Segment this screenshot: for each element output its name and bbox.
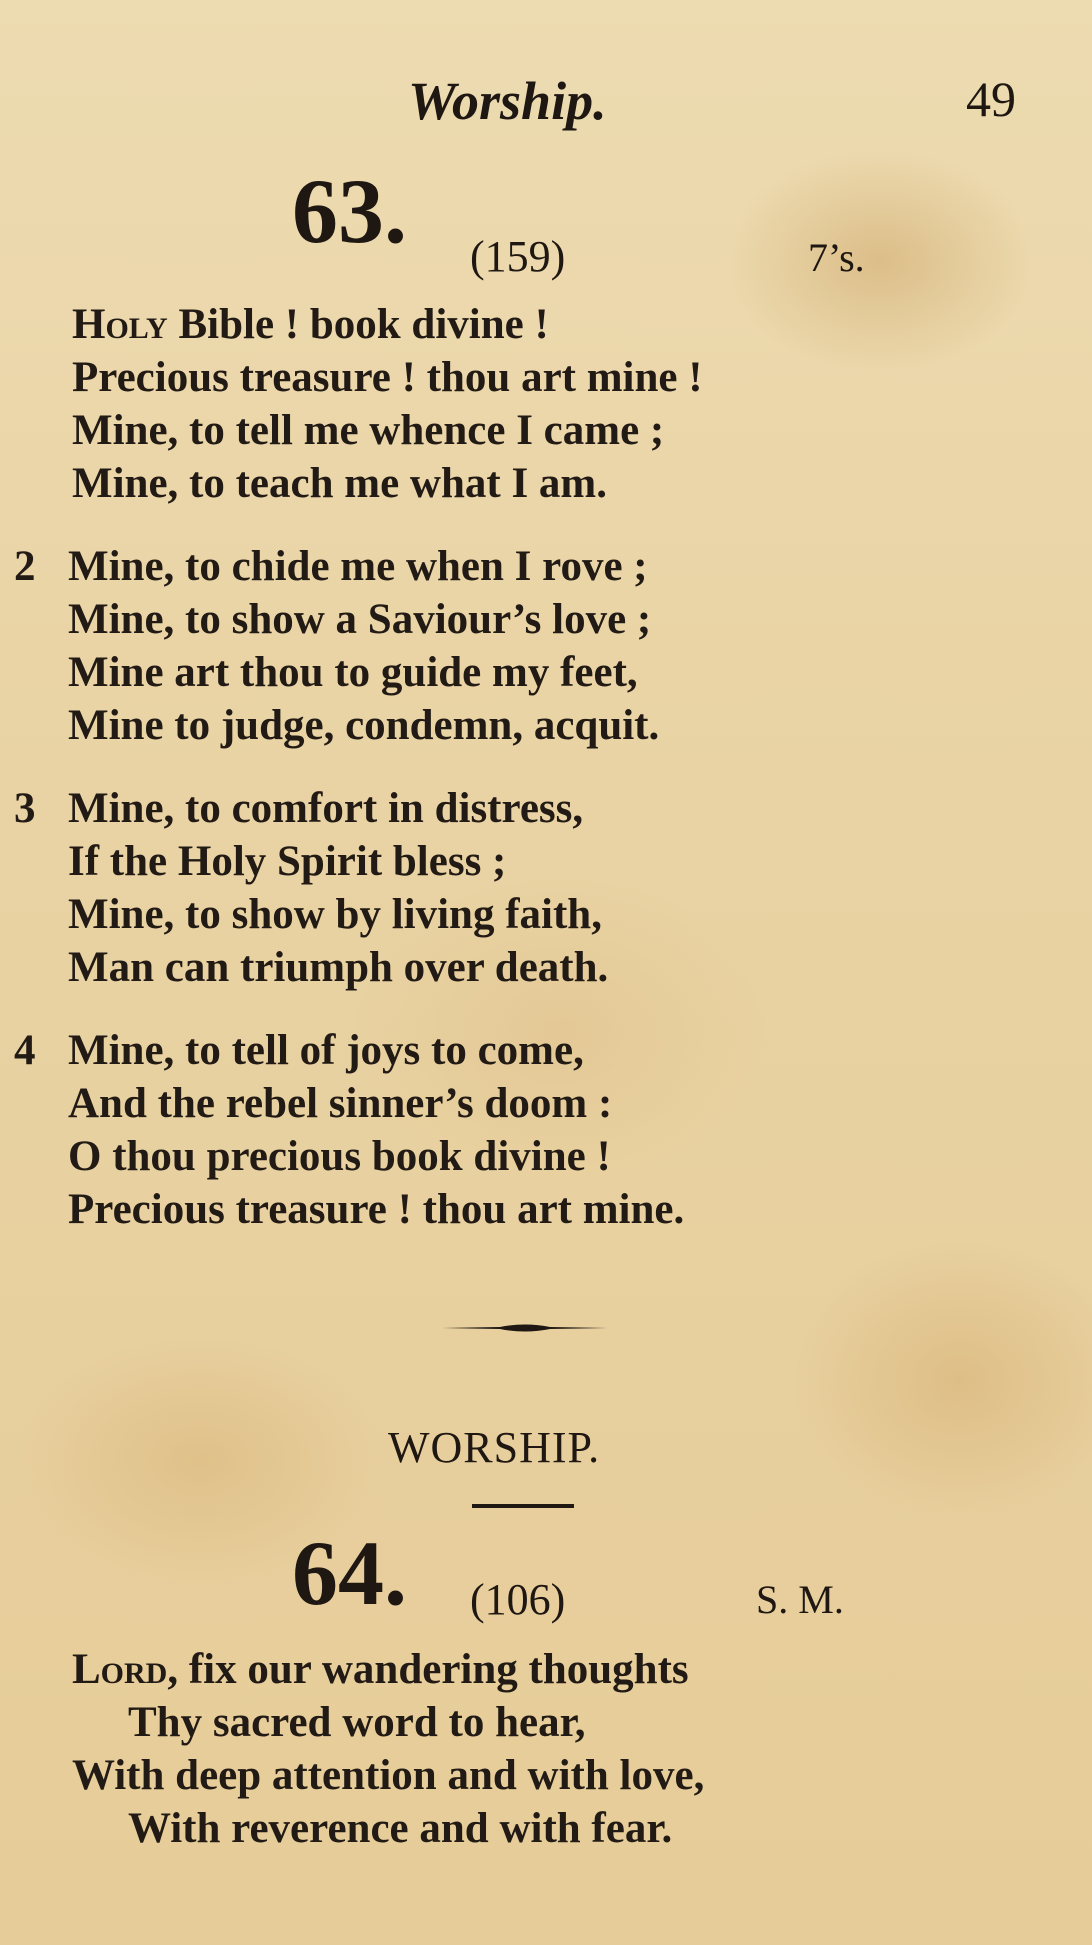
hymn-64-line-4: With reverence and with fear. xyxy=(128,1805,673,1852)
stanza-3-line-2: If the Holy Spirit bless ; xyxy=(68,838,507,885)
stanza-4-line-2: And the rebel sinner’s doom : xyxy=(68,1080,613,1127)
stanza-3-line-3: Mine, to show by living faith, xyxy=(68,891,602,938)
stanza-3-line-4: Man can triumph over death. xyxy=(68,944,609,991)
hymn-64-line-2: Thy sacred word to hear, xyxy=(128,1699,586,1746)
hymn-number-dot: . xyxy=(384,160,407,262)
hymn-64-line-3: With deep attention and with love, xyxy=(72,1752,705,1799)
hymn-64-number xyxy=(292,1520,407,1626)
hymn-64-line-1 xyxy=(72,1645,689,1694)
hymn-63-meter: 7’s. xyxy=(808,235,865,280)
stanza-2-line-3: Mine art thou to guide my feet, xyxy=(68,649,638,696)
stanza-number: 2 xyxy=(14,543,36,590)
stanza-3-line-1: Mine, to comfort in distress, xyxy=(68,785,584,832)
ornamental-divider xyxy=(440,1320,610,1336)
stanza-2-line-2: Mine, to show a Saviour’s love ; xyxy=(68,596,652,643)
first-line-rest: , fix our wandering thoughts xyxy=(167,1646,689,1693)
first-word: Lord xyxy=(72,1646,168,1693)
hymn-number-digits: 63 xyxy=(292,160,384,262)
page-number: 49 xyxy=(966,71,1016,127)
section-title: WORSHIP. xyxy=(388,1423,601,1472)
hymn-63-number xyxy=(292,158,407,264)
hymn-64-alt-number: (106) xyxy=(470,1575,566,1624)
stanza-number: 4 xyxy=(14,1027,36,1074)
stanza-4-line-3: O thou precious book divine ! xyxy=(68,1133,611,1180)
first-word: Holy xyxy=(72,301,168,348)
hymn-number-dot: . xyxy=(384,1522,407,1624)
section-rule xyxy=(472,1504,574,1508)
stanza-4-line-4: Precious treasure ! thou art mine. xyxy=(68,1186,685,1233)
stanza-4-line-1: Mine, to tell of joys to come, xyxy=(68,1027,584,1074)
hymn-63-line-1 xyxy=(72,300,549,349)
stanza-2-line-4: Mine to judge, condemn, acquit. xyxy=(68,702,660,749)
hymn-number-digits: 64 xyxy=(292,1522,384,1624)
running-head: Worship. xyxy=(408,71,607,131)
stanza-number: 3 xyxy=(14,785,36,832)
hymn-63-line-3: Mine, to tell me whence I came ; xyxy=(72,407,665,454)
stanza-2-line-1: Mine, to chide me when I rove ; xyxy=(68,543,648,590)
hymn-63-line-2: Precious treasure ! thou art mine ! xyxy=(72,354,703,401)
hymn-63-alt-number: (159) xyxy=(470,232,566,281)
hymn-64-meter: S. M. xyxy=(756,1577,844,1622)
first-line-rest: Bible ! book divine ! xyxy=(167,301,549,348)
hymn-63-line-4: Mine, to teach me what I am. xyxy=(72,460,608,507)
